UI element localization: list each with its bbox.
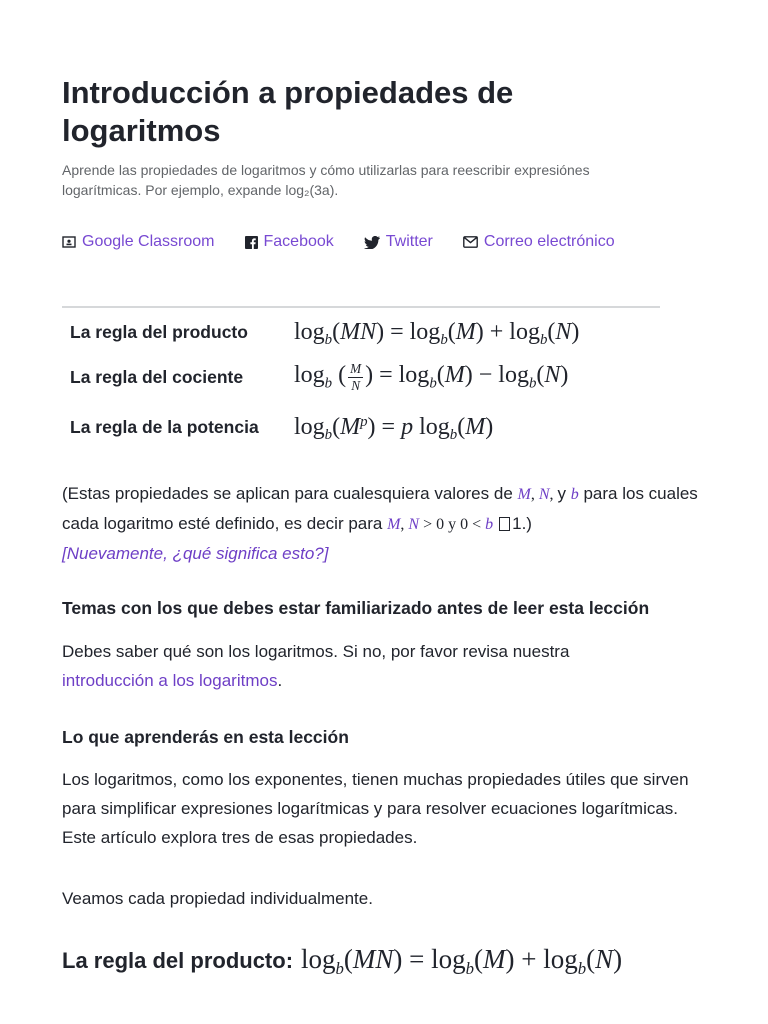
twitter-icon (364, 236, 380, 249)
prereq-text-end: . (277, 671, 283, 690)
learn-paragraph: Los logaritmos, como los exponentes, tienen muchas propiedades útiles que sirven para simplificar expresiones logarítmicas y para resolver ecuaciones logarítmicas. Este artículo explora tres de esas propiedades. (62, 770, 689, 847)
rule-formula-product: $\log_b(MN) = \log_b(M) + \log_b(N)$ (294, 318, 580, 348)
rule-formula-quotient: $\log_b$ ( $\frac{M}{N}$ ) = $\log_b(M) - \log_b(N)$ (294, 361, 569, 393)
again-what-means-link[interactable]: [Nuevamente, ¿qué significa esto?] (62, 544, 329, 563)
learn-heading: Lo que aprenderás en esta lección (62, 727, 349, 747)
rule-name-quotient: La regla del cociente (70, 366, 244, 387)
share-twitter-label: Twitter (385, 233, 433, 250)
share-bar (62, 231, 645, 253)
rule-row-power (62, 405, 702, 449)
share-twitter[interactable] (364, 233, 433, 251)
share-facebook-label: Facebook (263, 233, 334, 250)
share-email-label: Correo electrónico (483, 233, 615, 250)
prereq-paragraph (62, 637, 582, 695)
rule-row-quotient (62, 355, 702, 399)
google-classroom-icon (62, 235, 76, 249)
rule-name-product: La regla del producto (70, 321, 248, 342)
next-sentence: Veamos cada propiedad individualmente. (62, 889, 373, 908)
rules-table-top-divider (62, 306, 660, 308)
properties-note-text-3: 1.) (512, 514, 532, 533)
email-icon (463, 236, 478, 248)
share-google-classroom-label: Google Classroom (82, 233, 215, 250)
rule-formula-power: $\log_b(M^p) = p$ $\log_b(M)$ (294, 413, 494, 443)
prereq-text: Debes saber qué son los logaritmos. Si no, por favor revisa nuestra (62, 642, 570, 661)
page-title: Introducción a propiedades de logaritmos (62, 75, 514, 148)
rule-row-product (62, 312, 702, 352)
intro-logarithms-link[interactable]: introducción a los logaritmos (62, 671, 278, 690)
properties-note: (Estas propiedades se aplican para cualesquiera valores de M, N, y b para los cuales cada logaritmo esté definido, es decir para M, N > 0 y 0 < b 1.) [Nuevamente, ¿qué significa esto?] (62, 484, 698, 563)
condition-expression: M, N > 0 y 0 < b (387, 516, 512, 533)
variables-mnb: M, N, (517, 486, 558, 503)
prereq-heading: Temas con los que debes estar familiarizado antes de leer esta lección (62, 598, 650, 618)
properties-note-text-2: para los cuales cada logaritmo esté definido, es decir para (62, 484, 698, 533)
product-rule-section-label: La regla del producto: (62, 948, 294, 973)
share-google-classroom[interactable] (62, 233, 215, 251)
rule-name-power: La regla de la potencia (70, 416, 259, 437)
page-subtitle: Aprende las propiedades de logaritmos y cómo utilizarlas para reescribir expresiónes logarítmicas. Por ejemplo, expande log₂(3a). (62, 162, 590, 198)
product-rule-section-heading (62, 944, 623, 978)
facebook-icon (245, 236, 258, 249)
share-email[interactable] (463, 233, 615, 251)
share-facebook[interactable] (245, 233, 334, 251)
variable-b: b (570, 486, 579, 503)
properties-note-text-1: (Estas propiedades se aplican para cualesquiera valores de (62, 484, 518, 503)
not-equal-symbol (499, 517, 510, 531)
product-rule-section-formula: $\log_b(MN) = \log_b(M) + \log_b(N)$ (301, 944, 623, 978)
